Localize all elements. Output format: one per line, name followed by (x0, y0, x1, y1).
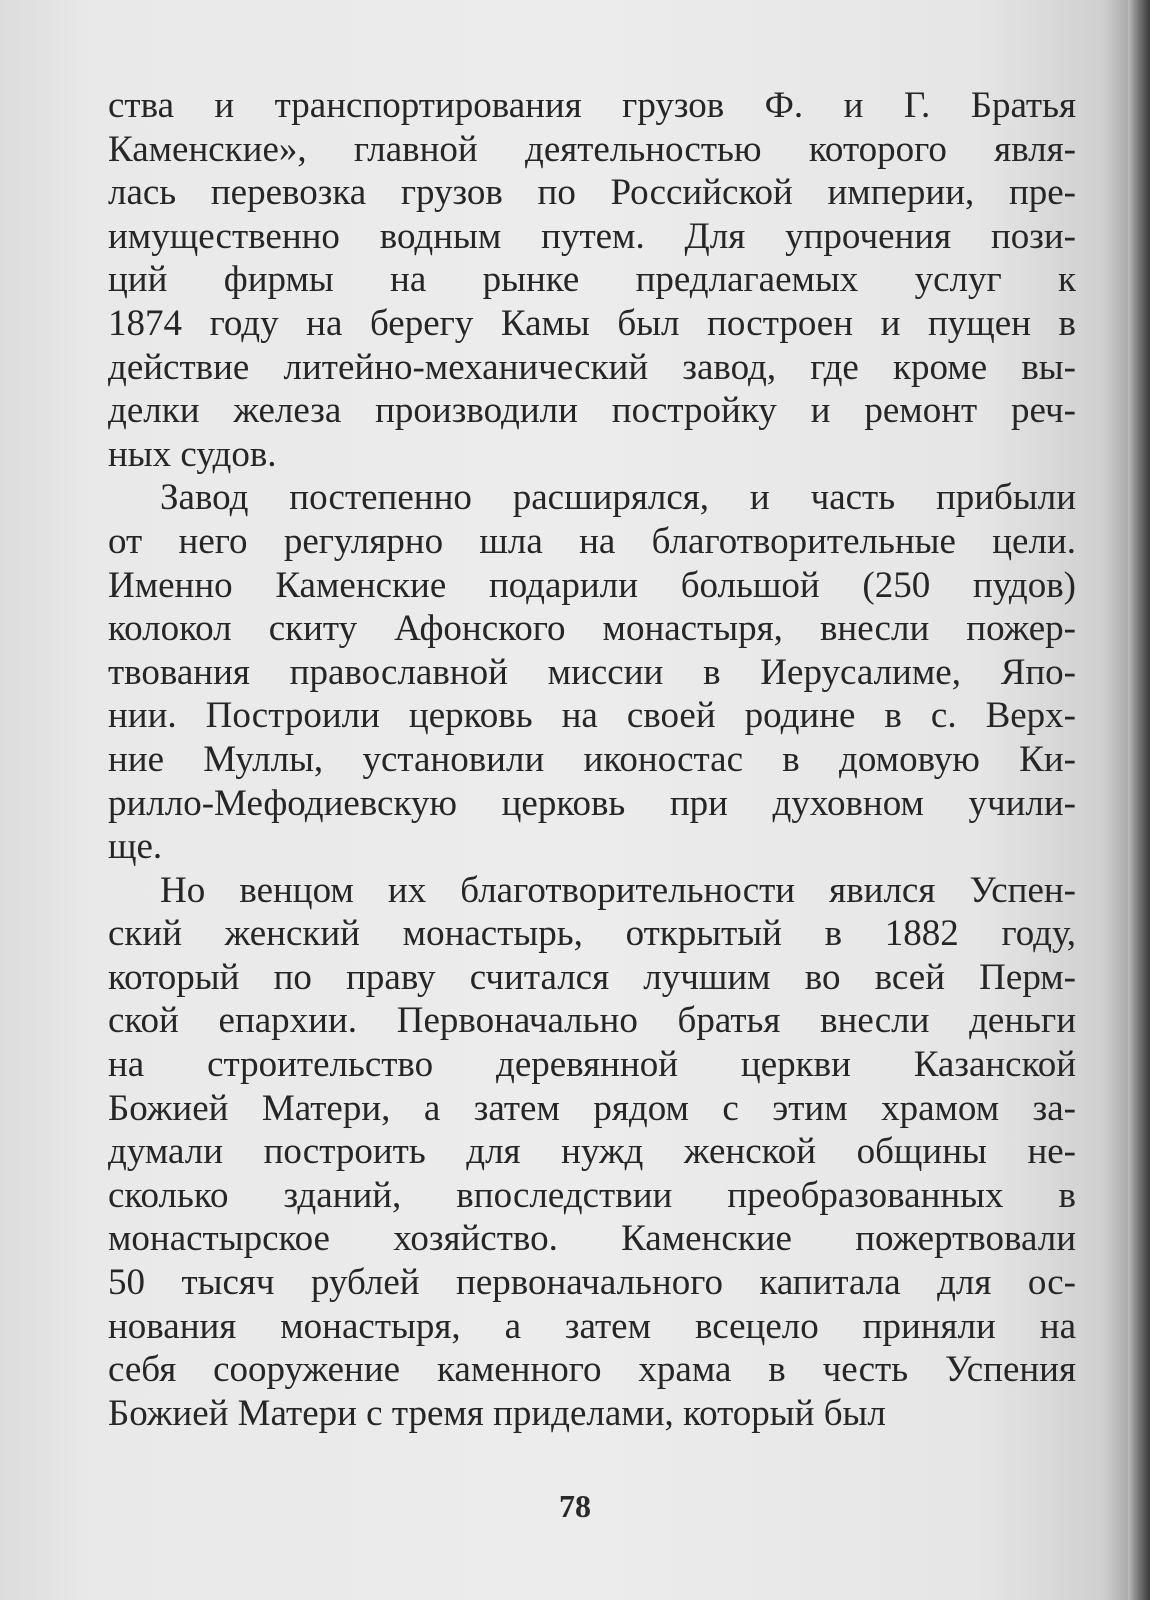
text-line: нии. Построили церковь на своей родине в с. Верх- (108, 695, 1076, 737)
text-line: имущественно водным путем. Для упрочения пози- (108, 215, 1076, 257)
text-line: ных судов. (108, 433, 277, 475)
text-line: Но венцом их благотворительности явился Успен- (160, 869, 1076, 911)
page-edge-shadow (1128, 0, 1150, 1600)
paragraph (108, 476, 1076, 868)
text-line: на строительство деревянной церкви Казанской (108, 1044, 1076, 1086)
text-line: 1874 году на берегу Камы был построен и пущен в (108, 302, 1076, 344)
text-line: рилло-Мефодиевскую церковь при духовном учили- (108, 782, 1076, 824)
text-line: Каменские», главной деятельностью которого явля- (108, 128, 1076, 170)
paragraph (108, 84, 1076, 476)
text-line: Божией Матери с тремя приделами, который был (108, 1392, 886, 1434)
text-line: Именно Каменские подарили большой (250 пудов) (108, 564, 1076, 606)
text-line: думали построить для нужд женской общины не- (108, 1131, 1076, 1173)
text-line: от него регулярно шла на благотворительные цели. (108, 520, 1076, 562)
body-text (108, 84, 1076, 1435)
text-line: ский женский монастырь, открытый в 1882 году, (108, 913, 1076, 955)
text-line: ций фирмы на рынке предлагаемых услуг к (108, 259, 1076, 301)
text-line: ства и транспортирования грузов Ф. и Г. Братья (108, 85, 1076, 126)
text-line: 50 тысяч рублей первоначального капитала для ос- (108, 1262, 1076, 1304)
text-line: ще. (108, 826, 163, 868)
text-line: лась перевозка грузов по Российской империи, пре- (108, 172, 1076, 214)
text-line: монастырское хозяйство. Каменские пожертвовали (108, 1218, 1076, 1260)
text-line: ние Муллы, установили иконостас в домовую Ки- (108, 738, 1076, 780)
page-number: 78 (559, 1488, 591, 1524)
text-line: себя сооружение каменного храма в честь Успения (108, 1349, 1076, 1391)
text-line: Завод постепенно расширялся, и часть прибыли (160, 477, 1076, 519)
text-line: твования православной миссии в Иерусалиме, Япо- (108, 651, 1076, 693)
text-line: колокол скиту Афонского монастыря, внесли пожер- (108, 608, 1076, 650)
text-line: который по праву считался лучшим во всей Перм- (108, 956, 1076, 998)
text-line: делки железа производили постройку и ремонт реч- (108, 390, 1076, 432)
text-line: Божией Матери, а затем рядом с этим храмом за- (108, 1087, 1076, 1129)
paragraph (108, 869, 1076, 1436)
text-line: ской епархии. Первоначально братья внесли деньги (108, 1000, 1076, 1042)
text-line: нования монастыря, а затем всецело приняли на (108, 1305, 1076, 1347)
text-line: действие литейно-механический завод, где кроме вы- (108, 346, 1076, 388)
text-line: сколько зданий, впоследствии преобразованных в (108, 1174, 1076, 1216)
